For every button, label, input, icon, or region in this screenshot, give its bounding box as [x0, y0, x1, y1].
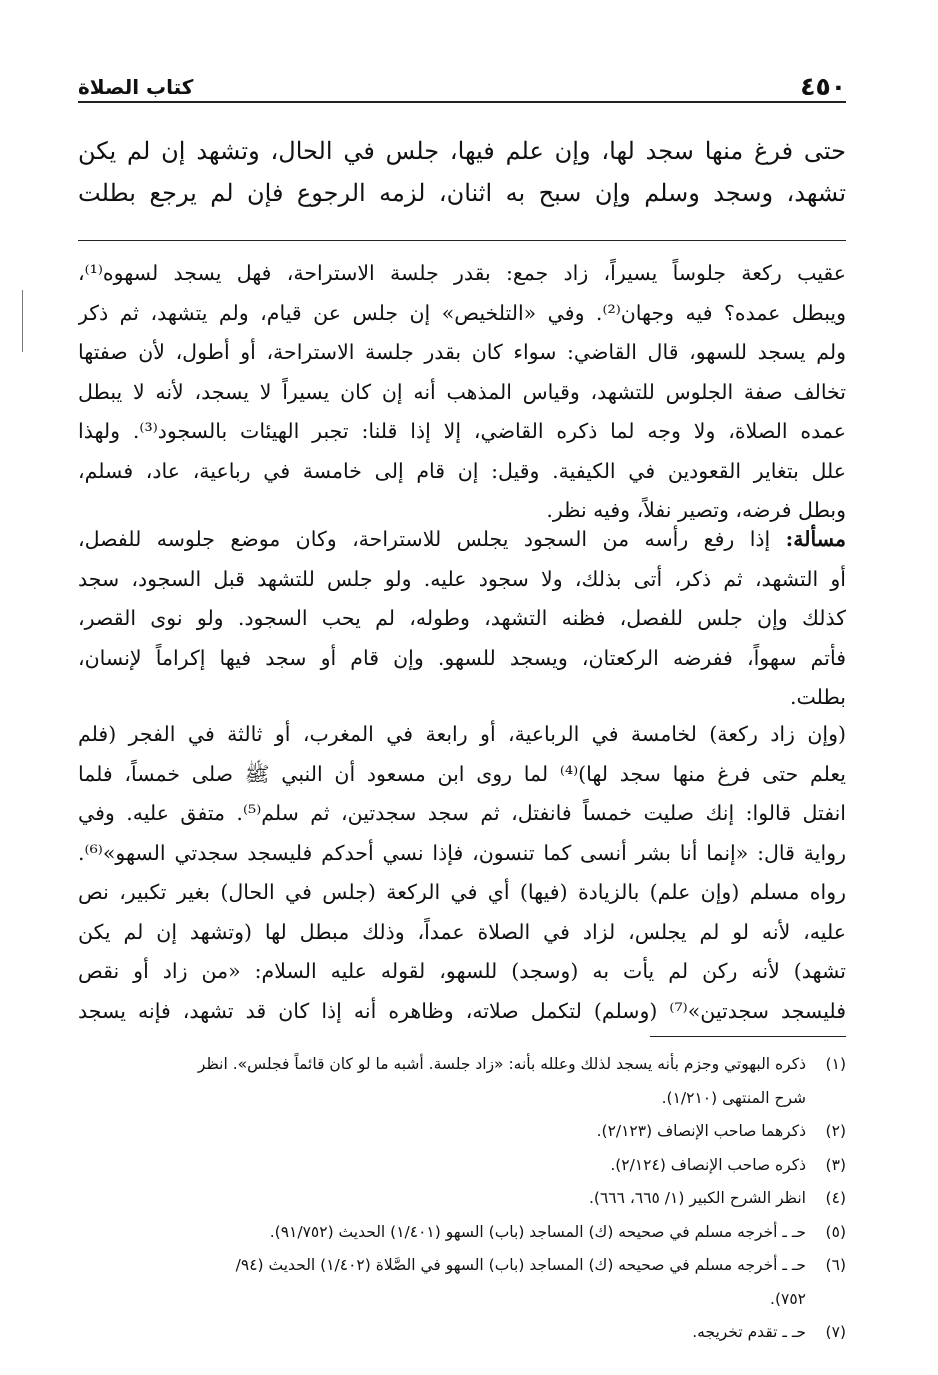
footnote-text: حـ ـ تقدم تخريجه. [692, 1323, 806, 1341]
footnote-number: (١) [825, 1055, 846, 1073]
matn-line: تشهد، وسجد وسلم وإن سبح به اثنان، لزمه الرجوع فإن لم يرجع بطلت [78, 179, 846, 207]
footnote-number: (٣) [825, 1155, 846, 1174]
sharh-line: عليه، لأنه لو لم يجلس، لزاد في الصلاة عمداً، وذلك مبطل لها (وتشهد إن لم يكن [78, 919, 846, 944]
sharh-line: علل بتغاير القعودين في الكيفية. وقيل: إن قام إلى خامسة في رباعية، عاد، فسلم، [78, 458, 846, 483]
matn-text [78, 130, 846, 214]
sharh-line: ويبطل عمده؟ فيه وجهان⁽²⁾. وفي «التلخيص» إن جلس عن قيام، ولم يتشهد، ثم ذكر [78, 300, 846, 325]
sharh-line: عقيب ركعة جلوساً يسيراً، زاد جمع: بقدر جلسة الاستراحة، فهل يسجد لسهوه⁽¹⁾، [78, 261, 846, 285]
footnote [78, 1316, 846, 1350]
footnotes [78, 1048, 846, 1350]
sharh-line: تخالف صفة الجلوس للتشهد، وقياس المذهب أنه إن كان يسيراً لا يسجد، لأنه لا يبطل [78, 379, 846, 404]
page-number: ٤٥٠ [800, 72, 846, 101]
sharh-line: ولم يسجد للسهو، قال القاضي: سواء كان بقدر جلسة الاستراحة، أو أطول، لأن صفتها [78, 340, 846, 364]
footnote [78, 1249, 846, 1316]
sharh-line: عمده الصلاة، ولا وجه لما ذكره القاضي، إلا إذا قلنا: تجبر الهيئات بالسجود⁽³⁾. ولهذا [78, 419, 846, 443]
footnote [78, 1048, 846, 1115]
footnote [78, 1216, 846, 1250]
matn-line: حتى فرغ منها سجد لها، وإن علم فيها، جلس في الحال، وتشهد إن لم يكن [78, 137, 846, 165]
footnote-text: ٧٥٢). [770, 1289, 806, 1308]
sharh-paragraph-2 [78, 520, 846, 718]
header-rule [78, 101, 846, 103]
footnote-text: انظر الشرح الكبير (١/ ٦٦٥، ٦٦٦). [588, 1189, 806, 1207]
sharh-line: تشهد) لأنه ركن لم يأت به (وسجد) للسهو، لقوله عليه السلام: «من زاد أو نقص [78, 959, 846, 983]
footnote-text: ذكره البهوتي وجزم بأنه يسجد لذلك وعلله بأنه: «زاد جلسة. أشبه ما لو كان قائماً فجلس». انظر [197, 1055, 806, 1073]
footnote-text: حـ ـ أخرجه مسلم في صحيحه (ك) المساجد (باب) السهو (١/٤٠١) الحديث (٩١/٧٥٢). [269, 1222, 806, 1241]
sharh-line: (وإن زاد ركعة) لخامسة في الرباعية، أو رابعة في المغرب، أو ثالثة في الفجر (فلم [78, 722, 846, 746]
footnote [78, 1115, 846, 1149]
sharh-line: انفتل قالوا: إنك صليت خمساً فانفتل، ثم سجد سجدتين، ثم سلم⁽⁵⁾. متفق عليه. وفي [78, 801, 846, 825]
page-header [78, 72, 846, 102]
margin-mark [22, 290, 23, 352]
sharh-line: فأتم سهواً، ففرضه الركعتان، ويسجد للسهو. وإن قام أو سجد فيها إكراماً لإنسان، [78, 645, 846, 670]
sharh-line: بطلت. [790, 685, 846, 709]
sharh-line: كذلك وإن جلس للفصل، فظنه التشهد، وطوله، لم يحب السجود. ولو نوى القصر، [78, 606, 846, 630]
sharh-paragraph-1 [78, 254, 846, 531]
footnote-text: شرح المنتهى (١/٢١٠). [661, 1088, 806, 1107]
sharh-paragraph-3 [78, 715, 846, 1031]
sharh-line: رواية قال: «إنما أنا بشر أنسى كما تنسون، فإذا نسي أحدكم فليسجد سجدتي السهو»⁽⁶⁾. [78, 840, 846, 865]
footnote-number: (٤) [825, 1189, 846, 1207]
sharh-line: فليسجد سجدتين»⁽⁷⁾ (وسلم) لتكمل صلاته، وظاهره أنه إذا كان قد تشهد، فإنه يسجد [78, 998, 846, 1023]
matn-separator [78, 240, 846, 241]
footnote-number: (٥) [825, 1222, 846, 1241]
sharh-line: يعلم حتى فرغ منها سجد لها)⁽⁴⁾ لما روى ابن مسعود أن النبي ﷺ صلى خمساً، فلما [78, 761, 846, 786]
footnote-number: (٧) [825, 1323, 846, 1341]
footnote-separator [650, 1036, 846, 1037]
footnote-text: ذكره صاحب الإنصاف (٢/١٢٤). [610, 1155, 806, 1174]
footnote-text: حـ ـ أخرجه مسلم في صحيحه (ك) المساجد (باب) السهو في الصَّلاة (١/٤٠٢) الحديث (٩٤/ [235, 1256, 806, 1274]
masala-label: مسألة: [785, 527, 846, 551]
sharh-line: أو التشهد، ثم ذكر، أتى بذلك، ولا سجود عليه. ولو جلس للتشهد قبل السجود، سجد [78, 566, 846, 591]
sharh-line: رواه مسلم (وإن علم) بالزيادة (فيها) أي في الركعة (جلس في الحال) بغير تكبير، نص [78, 880, 846, 904]
footnote [78, 1182, 846, 1216]
footnote [78, 1149, 846, 1183]
sharh-line: وبطل فرضه، وتصير نفلاً، وفيه نظر. [546, 498, 846, 522]
book-title: كتاب الصلاة [78, 75, 194, 99]
sharh-line: مسألة: إذا رفع رأسه من السجود يجلس للاستراحة، وكان موضع جلوسه للفصل، [78, 527, 846, 551]
footnote-number: (٦) [825, 1256, 846, 1274]
footnote-number: (٢) [825, 1122, 846, 1140]
footnote-text: ذكرهما صاحب الإنصاف (٢/١٢٣). [596, 1122, 806, 1140]
